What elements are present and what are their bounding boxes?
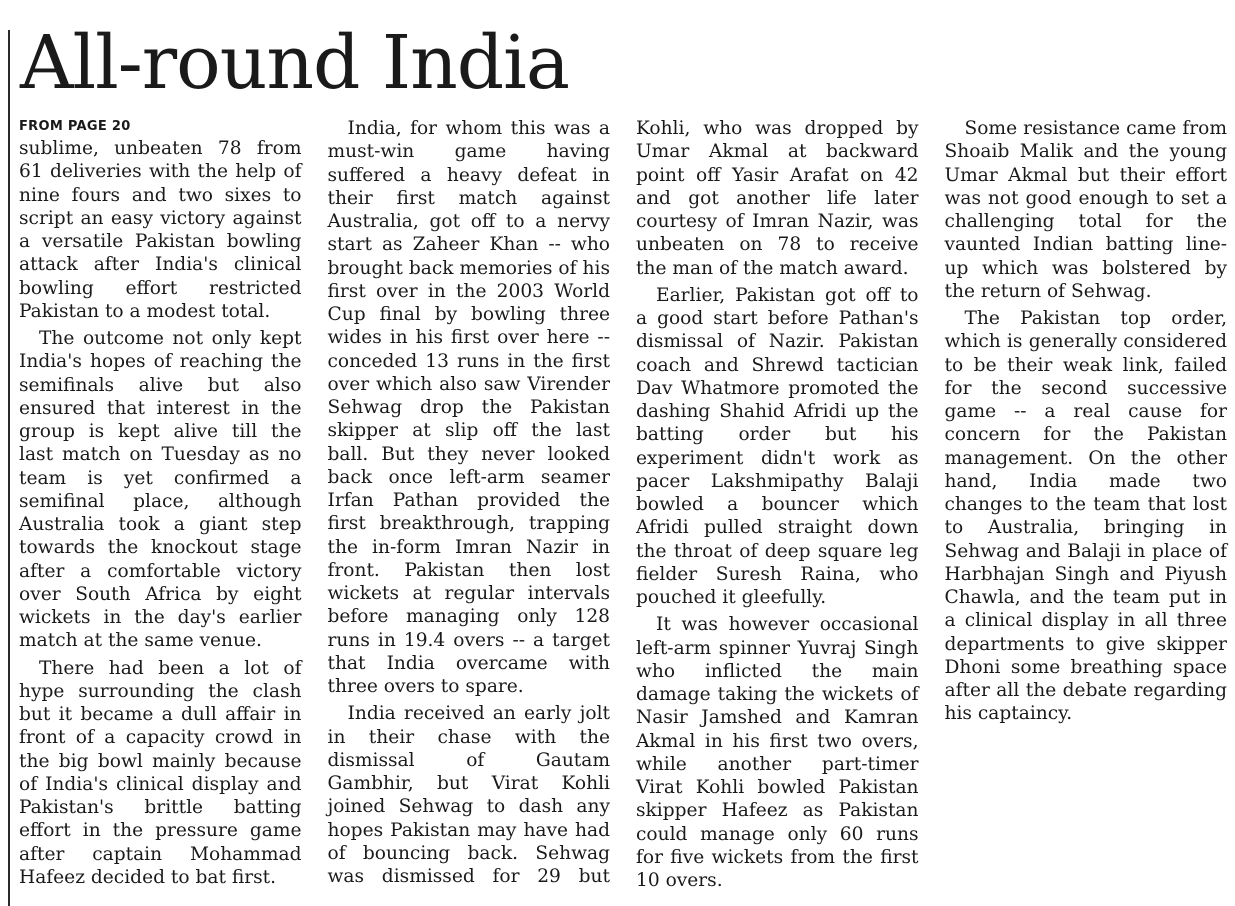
- headline: All-round India: [20, 20, 569, 106]
- paragraph: India, for whom this was a must-win game having suffered a heavy defeat in their first match against Australia, got off to a nervy start as Zaheer Khan -- who brought back memories of his first over in the 2003 World Cup final by bowling three wides in his first over here -- conceded 13 runs in the first over which also saw Virender Sehwag drop the Pakistan skipper at slip off the last ball. But they never looked back once left-arm seamer Irfan Pathan provided the first breakthrough, trapping the in-form Imran Nazir in front. Pakistan then lost wickets at regular intervals before managing only 128 runs in 19.4 overs -- a target that India overcame with three overs to spare.: [327, 118, 610, 697]
- continued-from-kicker: FROM PAGE 20: [19, 119, 131, 134]
- paragraph: sublime, unbeaten 78 from 61 deliveries with the help of nine fours and two sixes to script an easy victory against a versatile Pakistan bowling attack after India's clinical bowling effort restricted Pakistan to a modest total.: [19, 138, 302, 322]
- paragraph: There had been a lot of hype surrounding the clash but it became a dull affair in front of a capacity crowd in the big bowl mainly because of India's clinical display and Pakistan's brittle batting effort in the pressure game after captain Mohammad Hafeez decided to bat first.: [19, 657, 302, 888]
- paragraph: India received an early jolt in their chase with the dismissal of Gautam Gambhir, but Virat Kohli joined Sehwag to dash any hopes Pakistan may have had of bouncing back. Sehwag was dismissed for 29 but Kohli, who was dropped by Umar Akmal at backward point off Yasir Arafat on 42 and got another life later courtesy of Imran Nazir, was unbeaten on 78 to receive the man of the match award.: [327, 118, 919, 887]
- paragraph: Earlier, Pakistan got off to a good start before Pathan's dismissal of Nazir. Pakistan coach and Shrewd tactician Dav Whatmore promoted the dashing Shahid Afridi up the batting order but his experiment didn't work as pacer Lakshmipathy Balaji bowled a bouncer which Afridi pulled straight down the throat of deep square leg fielder Suresh Raina, who pouched it gleefully.: [636, 284, 919, 608]
- paragraph: It was however occasional left-arm spinner Yuvraj Singh who inflicted the main damage taking the wickets of Nasir Jamshed and Kamran Akmal in his first two overs, while another part-timer Virat Kohli bowled Pakistan skipper Hafeez as Pakistan could manage only 60 runs for five wickets from the first 10 overs.: [636, 614, 919, 891]
- article-body: [19, 117, 1227, 906]
- paragraph: The outcome not only kept India's hopes of reaching the semifinals alive but also ensured that interest in the group is kept alive till the last match on Tuesday as no team is yet confirmed a semifinal place, although Australia took a giant step towards the knockout stage after a comfortable victory over South Africa by eight wickets in the day's earlier match at the same venue.: [19, 328, 302, 652]
- paragraph: The Pakistan top order, which is generally considered to be their weak link, failed for the second successive game -- a real cause for concern for the Pakistan management. On the other hand, India made two changes to the team that lost to Australia, bringing in Sehwag and Balaji in place of Harbhajan Singh and Piyush Chawla, and the team put in a clinical display in all three departments to give skipper Dhoni some breathing space after all the debate regarding his captaincy.: [944, 308, 1227, 725]
- left-column-rule: [8, 30, 10, 906]
- paragraph: Some resistance came from Shoaib Malik and the young Umar Akmal but their effort was not good enough to set a challenging total for the vaunted Indian batting line-up which was bolstered by the return of Sehwag.: [944, 118, 1227, 302]
